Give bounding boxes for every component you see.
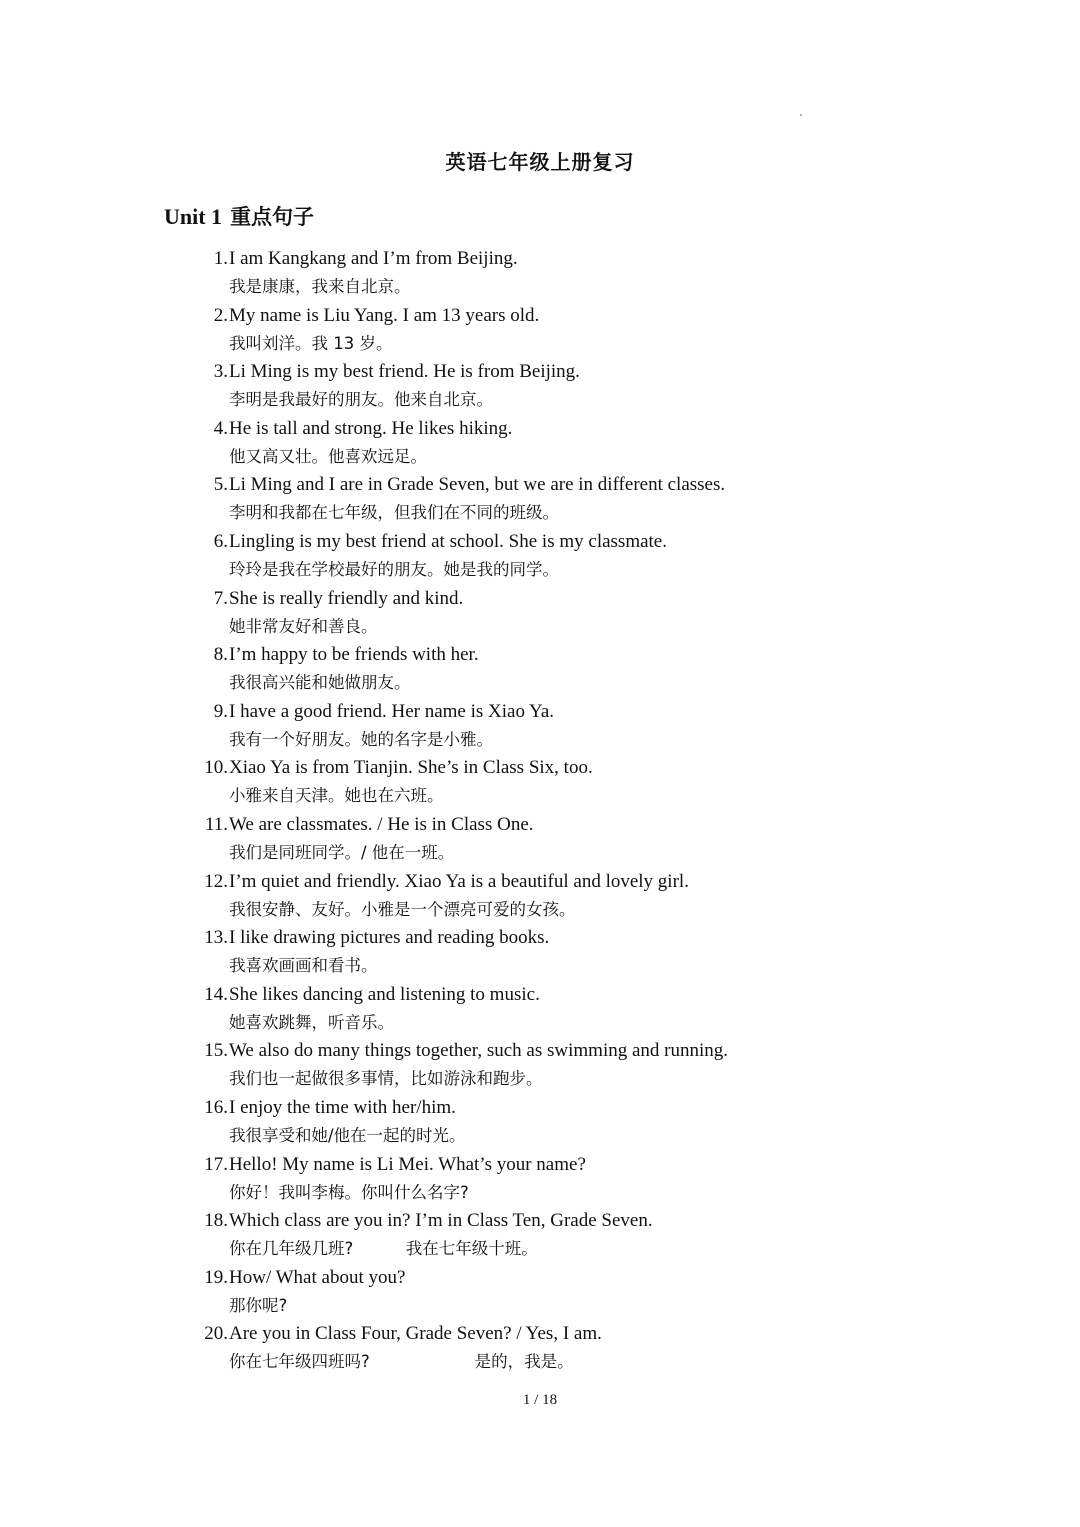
chinese-translation: 李明是我最好的朋友。他来自北京。: [229, 390, 493, 410]
sentence-number: 18.: [204, 1210, 228, 1232]
english-sentence: Hello! My name is Li Mei. What’s your name?: [229, 1153, 586, 1175]
chinese-translation: 那你呢?: [229, 1295, 288, 1315]
sentence-item: [192, 642, 892, 699]
scan-speck: [800, 114, 802, 116]
page-number: 1 / 18: [522, 1392, 558, 1408]
sentence-item: [192, 925, 892, 982]
chinese-translation: 我很安静、友好。小雅是一个漂亮可爱的女孩。: [229, 899, 576, 919]
unit-subtitle: 重点句子: [230, 205, 315, 229]
chinese-translation: 他又高又壮。他喜欢远足。: [229, 446, 427, 466]
english-sentence: I enjoy the time with her/him.: [229, 1096, 456, 1118]
sentence-item: [192, 982, 892, 1039]
chinese-translation: 我是康康，我来自北京。: [229, 277, 411, 296]
sentence-item: [192, 359, 892, 416]
sentence-list: [192, 246, 892, 1378]
sentence-number: 6.: [213, 530, 228, 552]
sentence-number: 8.: [213, 644, 228, 666]
sentence-item: [192, 472, 892, 529]
chinese-translation: 我们也一起做很多事情，比如游泳和跑步。: [229, 1069, 543, 1089]
english-sentence: We are classmates. / He is in Class One.: [229, 813, 534, 835]
sentence-item: [192, 416, 892, 473]
sentence-item: [192, 755, 892, 812]
sentence-number: 1.: [213, 248, 228, 269]
sentence-item: [192, 699, 892, 756]
english-sentence: Xiao Ya is from Tianjin. She’s in Class Six, too.: [229, 757, 593, 779]
sentence-item: [192, 1321, 892, 1378]
english-sentence: We also do many things together, such as swimming and running.: [229, 1040, 729, 1062]
sentence-item: [192, 1265, 892, 1322]
unit-name: Unit 1: [164, 204, 223, 229]
english-sentence: I am Kangkang and I’m from Beijing.: [229, 248, 518, 269]
sentence-number: 5.: [213, 474, 228, 496]
chinese-translation: 玲玲是我在学校最好的朋友。她是我的同学。: [229, 559, 559, 579]
chinese-translation: 小雅来自天津。她也在六班。: [229, 786, 444, 806]
chinese-translation: 李明和我都在七年级，但我们在不同的班级。: [229, 503, 559, 523]
chinese-translation: 你在七年级四班吗? 是的，我是。: [229, 1352, 574, 1372]
sentence-number: 16.: [204, 1096, 228, 1118]
chinese-translation: 我有一个好朋友。她的名字是小雅。: [229, 729, 493, 749]
chinese-translation: 你好！我叫李梅。你叫什么名字?: [229, 1182, 469, 1202]
english-sentence: Li Ming is my best friend. He is from Beijing.: [229, 361, 580, 383]
sentence-number: 11.: [204, 813, 228, 835]
chinese-translation: 我们是同班同学。/ 他在一班。: [229, 842, 455, 862]
document-title: 英语七年级上册复习: [445, 150, 635, 174]
chinese-translation: 我很高兴能和她做朋友。: [229, 673, 411, 693]
sentence-number: 20.: [204, 1323, 228, 1345]
chinese-translation: 我很享受和她/他在一起的时光。: [229, 1125, 466, 1145]
english-sentence: She likes dancing and listening to music.: [229, 983, 540, 1005]
chinese-translation: 我喜欢画画和看书。: [229, 956, 378, 976]
sentence-number: 13.: [204, 927, 228, 949]
sentence-number: 15.: [204, 1040, 228, 1062]
sentence-number: 12.: [204, 870, 228, 892]
english-sentence: How/ What about you?: [229, 1266, 406, 1288]
english-sentence: I have a good friend. Her name is Xiao Ya.: [229, 700, 555, 722]
sentence-number: 19.: [204, 1266, 228, 1288]
english-sentence: Lingling is my best friend at school. She is my classmate.: [229, 530, 667, 552]
sentence-item: [192, 812, 892, 869]
english-sentence: He is tall and strong. He likes hiking.: [229, 417, 513, 439]
sentence-item: [192, 246, 892, 303]
chinese-translation: 我叫刘洋。我 13 岁。: [229, 333, 393, 353]
english-sentence: My name is Liu Yang. I am 13 years old.: [229, 304, 540, 326]
unit-heading: [164, 201, 314, 231]
english-sentence: Which class are you in? I’m in Class Ten, Grade Seven.: [229, 1210, 653, 1232]
sentence-number: 14.: [204, 983, 228, 1005]
english-sentence: Are you in Class Four, Grade Seven? / Yes, I am.: [229, 1323, 602, 1345]
sentence-item: [192, 1095, 892, 1152]
sentence-number: 3.: [213, 361, 228, 383]
sentence-item: [192, 529, 892, 586]
sentence-number: 7.: [213, 587, 228, 609]
sentence-number: 4.: [213, 417, 228, 439]
sentence-number: 17.: [204, 1153, 228, 1175]
chinese-translation: 她喜欢跳舞，听音乐。: [229, 1012, 394, 1032]
sentence-item: [192, 586, 892, 643]
english-sentence: Li Ming and I are in Grade Seven, but we are in different classes.: [229, 474, 726, 496]
sentence-item: [192, 1152, 892, 1209]
chinese-translation: 你在几年级几班? 我在七年级十班。: [229, 1239, 538, 1259]
english-sentence: I like drawing pictures and reading books.: [229, 927, 550, 949]
sentence-number: 10.: [204, 757, 228, 779]
english-sentence: She is really friendly and kind.: [229, 587, 464, 609]
sentence-number: 9.: [213, 700, 228, 722]
chinese-translation: 她非常友好和善良。: [229, 616, 378, 636]
sentence-item: [192, 1208, 892, 1265]
english-sentence: I’m happy to be friends with her.: [229, 644, 479, 666]
sentence-item: [192, 1038, 892, 1095]
sentence-item: [192, 869, 892, 926]
sentence-number: 2.: [213, 304, 228, 326]
sentence-item: [192, 303, 892, 360]
english-sentence: I’m quiet and friendly. Xiao Ya is a beautiful and lovely girl.: [229, 870, 689, 892]
